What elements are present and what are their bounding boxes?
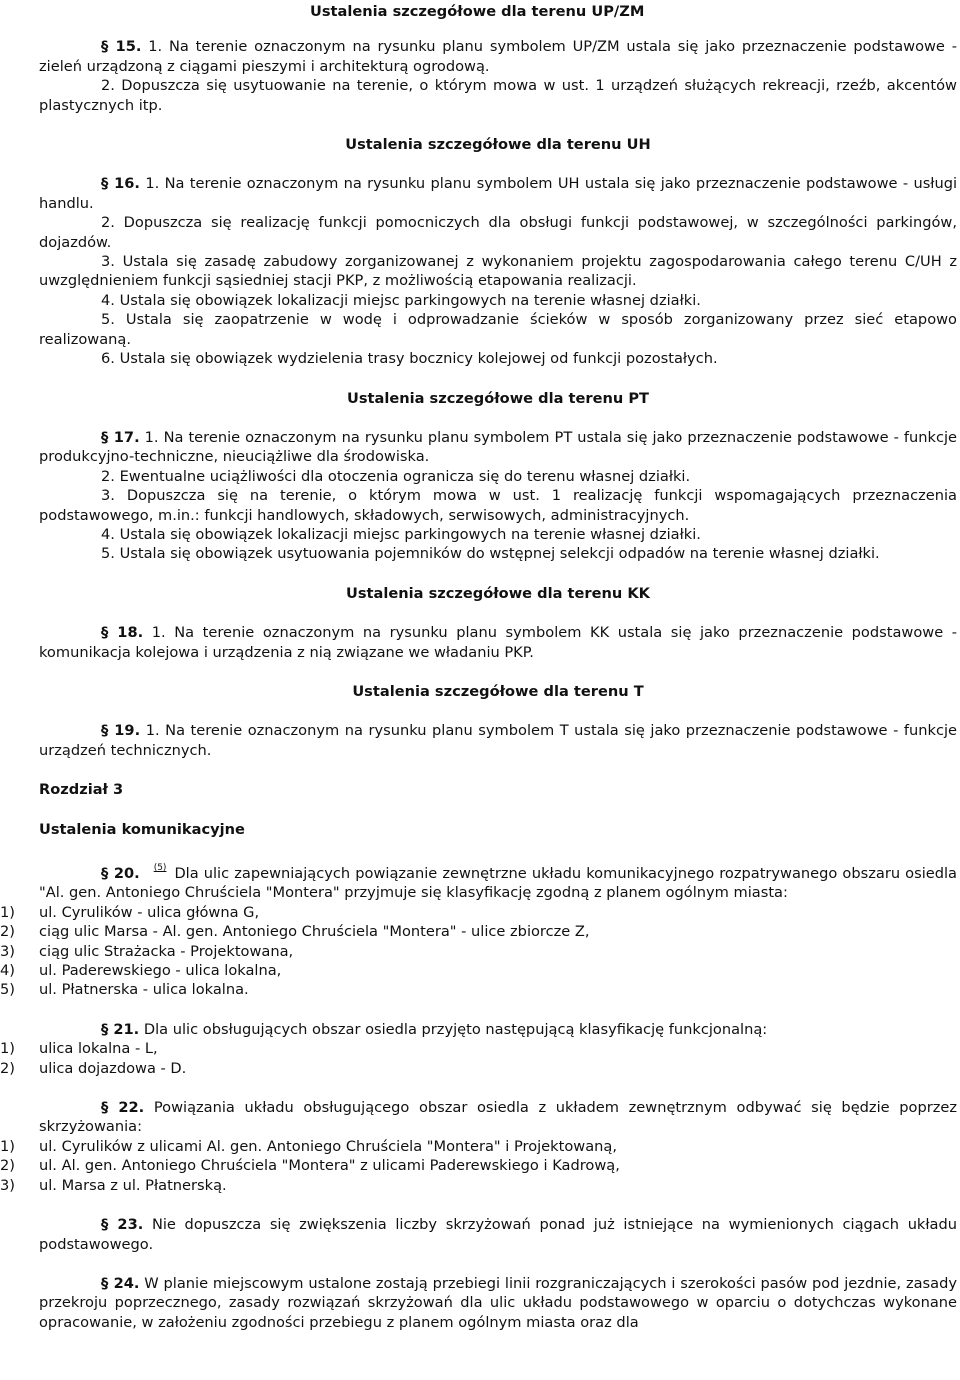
list-21 xyxy=(0,1039,957,1078)
chapter-title: Ustalenia komunikacyjne xyxy=(39,820,245,838)
heading-uh: Ustalenia szczegółowe dla terenu UH xyxy=(345,136,651,154)
par-24 xyxy=(39,1274,957,1332)
par-15-1 xyxy=(39,37,957,76)
par-16-2: 2. Dopuszcza się realizację funkcji pomocniczych dla obsługi funkcji podstawowej, w szczególności parkingów, dojazdów. xyxy=(39,214,957,251)
list-item xyxy=(0,942,957,961)
par-22 xyxy=(39,1098,957,1137)
list-item-text: ul. Marsa z ul. Płatnerską. xyxy=(39,1176,227,1194)
par-22-text: Powiązania układu obsługującego obszar osiedla z układem zewnętrznym odbywać się będzie poprzez skrzyżowania: xyxy=(39,1099,958,1136)
section-24-number: § 24. xyxy=(101,1274,140,1292)
list-item-text: ul. Al. gen. Antoniego Chruściela "Montera" z ulicami Paderewskiego i Kadrową, xyxy=(39,1157,620,1175)
section-22-number: § 22. xyxy=(101,1099,145,1117)
section-15-number: § 15. xyxy=(101,38,142,56)
par-19-1-text: 1. Na terenie oznaczonym na rysunku planu symbolem T ustala się jako przeznaczenie podstawowe - funkcje urządzeń technicznych. xyxy=(39,722,958,759)
heading-kk: Ustalenia szczegółowe dla terenu KK xyxy=(345,584,650,602)
list-item xyxy=(0,1156,957,1175)
par-15-2: 2. Dopuszcza się usytuowanie na terenie, o którym mowa w ust. 1 urządzeń służących rekreacji, rzeźb, akcentów plastycznych itp. xyxy=(39,77,957,114)
par-18-1 xyxy=(39,623,957,662)
par-18-1-text: 1. Na terenie oznaczonym na rysunku planu symbolem KK ustala się jako przeznaczenie podstawowe - komunikacja kolejowa i urządzenia z nią związane we władaniu PKP. xyxy=(39,624,958,661)
par-19-1 xyxy=(39,721,957,760)
par-17-1 xyxy=(39,428,957,467)
par-17-2: 2. Ewentualne uciążliwości dla otoczenia ogranicza się do terenu własnej działki. xyxy=(101,467,691,485)
section-19-number: § 19. xyxy=(101,722,141,740)
par-16-1-text: 1. Na terenie oznaczonym na rysunku planu symbolem UH ustala się jako przeznaczenie podstawowe - usługi handlu. xyxy=(39,175,958,212)
list-item-number: 1) xyxy=(0,1137,15,1155)
list-item-number: 2) xyxy=(0,1157,15,1175)
par-16-4: 4. Ustala się obowiązek lokalizacji miejsc parkingowych na terenie własnej działki. xyxy=(101,291,701,309)
list-item-text: ul. Paderewskiego - ulica lokalna, xyxy=(39,962,282,980)
par-20-text: Dla ulic zapewniających powiązanie zewnętrzne układu komunikacyjnego rozpatrywanego obszaru osiedla "Al. gen. Antoniego Chruściela "Montera" przyjmuje się klasyfikację zgodną z planem ogólnym miasta: xyxy=(39,865,957,902)
list-item-number: 5) xyxy=(0,981,15,999)
par-24-text: W planie miejscowym ustalone zostają przebiegi linii rozgraniczających i szerokości pasów pod jezdnie, zasady przekroju poprzecznego, zasady rozwiązań skrzyżowań dla ulic układu podstawowego w oparciu o dotychczas wykonane opracowanie, w założeniu zgodności przebiegu z planem ogólnym miasta oraz dla xyxy=(39,1274,957,1331)
heading-t: Ustalenia szczegółowe dla terenu T xyxy=(352,682,644,700)
list-22 xyxy=(0,1137,957,1195)
list-item xyxy=(0,980,957,999)
par-16-1 xyxy=(39,174,957,213)
list-item-text: ul. Płatnerska - ulica lokalna. xyxy=(39,981,249,999)
list-item xyxy=(0,1039,957,1058)
heading-upzm: Ustalenia szczegółowe dla terenu UP/ZM xyxy=(310,3,645,20)
par-17-3: 3. Dopuszcza się na terenie, o którym mowa w ust. 1 realizację funkcji wspomagających przeznaczenia podstawowego, m.in.: funkcji handlowych, składowych, serwisowych, administracyjnych. xyxy=(39,487,957,524)
list-item xyxy=(0,961,957,980)
list-20 xyxy=(0,903,957,1000)
list-item-text: ul. Cyrulików - ulica główna G, xyxy=(39,903,260,921)
par-16-5: 5. Ustala się zaopatrzenie w wodę i odprowadzanie ścieków w sposób zorganizowany przez sieć etapowo realizowaną. xyxy=(39,311,957,348)
par-20 xyxy=(39,859,957,903)
section-20-number: § 20. xyxy=(101,865,140,882)
list-item xyxy=(0,903,957,922)
list-item-number: 2) xyxy=(0,923,15,941)
section-23-number: § 23. xyxy=(101,1216,144,1234)
list-item xyxy=(0,1059,957,1078)
section-17-number: § 17. xyxy=(101,428,140,446)
list-item-text: ciąg ulic Marsa - Al. gen. Antoniego Chruściela "Montera" - ulice zbiorcze Z, xyxy=(39,923,590,941)
section-16-number: § 16. xyxy=(101,175,140,193)
list-item xyxy=(0,1137,957,1156)
par-17-4: 4. Ustala się obowiązek lokalizacji miejsc parkingowych na terenie własnej działki. xyxy=(101,525,701,543)
par-23-text: Nie dopuszcza się zwiększenia liczby skrzyżowań ponad już istniejące na wymienionych ciągach układu podstawowego. xyxy=(39,1216,957,1253)
list-item-text: ciąg ulic Strażacka - Projektowana, xyxy=(39,942,294,960)
par-16-6: 6. Ustala się obowiązek wydzielenia trasy bocznicy kolejowej od funkcji pozostałych. xyxy=(101,350,718,368)
list-item-text: ulica lokalna - L, xyxy=(39,1040,158,1058)
list-item-number: 2) xyxy=(0,1059,15,1077)
list-item-text: ul. Cyrulików z ulicami Al. gen. Antoniego Chruściela "Montera" i Projektowaną, xyxy=(39,1137,617,1155)
footnote-ref-link[interactable]: (5) xyxy=(153,863,167,873)
list-item-number: 3) xyxy=(0,1176,15,1194)
chapter-label: Rozdział 3 xyxy=(39,781,124,799)
par-21-text: Dla ulic obsługujących obszar osiedla przyjęto następującą klasyfikację funkcjonalną: xyxy=(143,1020,768,1038)
par-17-5: 5. Ustala się obowiązek usytuowania pojemników do wstępnej selekcji odpadów na terenie własnej działki. xyxy=(101,545,880,563)
list-item-number: 1) xyxy=(0,903,15,921)
section-18-number: § 18. xyxy=(101,624,144,642)
list-item-number: 4) xyxy=(0,962,15,980)
par-21 xyxy=(39,1020,957,1039)
list-item-text: ulica dojazdowa - D. xyxy=(39,1059,187,1077)
par-23 xyxy=(39,1215,957,1254)
par-16-3: 3. Ustala się zasadę zabudowy zorganizowanej z wykonaniem projektu zagospodarowania całego terenu C/UH z uwzględnieniem funkcji sąsiedniej stacji PKP, z możliwością etapowania realizacji. xyxy=(39,253,957,290)
section-21-number: § 21. xyxy=(101,1020,140,1038)
par-17-1-text: 1. Na terenie oznaczonym na rysunku planu symbolem PT ustala się jako przeznaczenie podstawowe - funkcje produkcyjno-techniczne, nieuciążliwe dla środowiska. xyxy=(39,428,958,466)
par-15-1-text: 1. Na terenie oznaczonym na rysunku planu symbolem UP/ZM ustala się jako przeznaczenie podstawowe - zieleń urządzoną z ciągami pieszymi i architekturą ogrodową. xyxy=(39,38,958,75)
list-item xyxy=(0,922,957,941)
list-item xyxy=(0,1176,957,1195)
heading-pt: Ustalenia szczegółowe dla terenu PT xyxy=(346,389,650,407)
list-item-number: 1) xyxy=(0,1040,15,1058)
list-item-number: 3) xyxy=(0,942,15,960)
